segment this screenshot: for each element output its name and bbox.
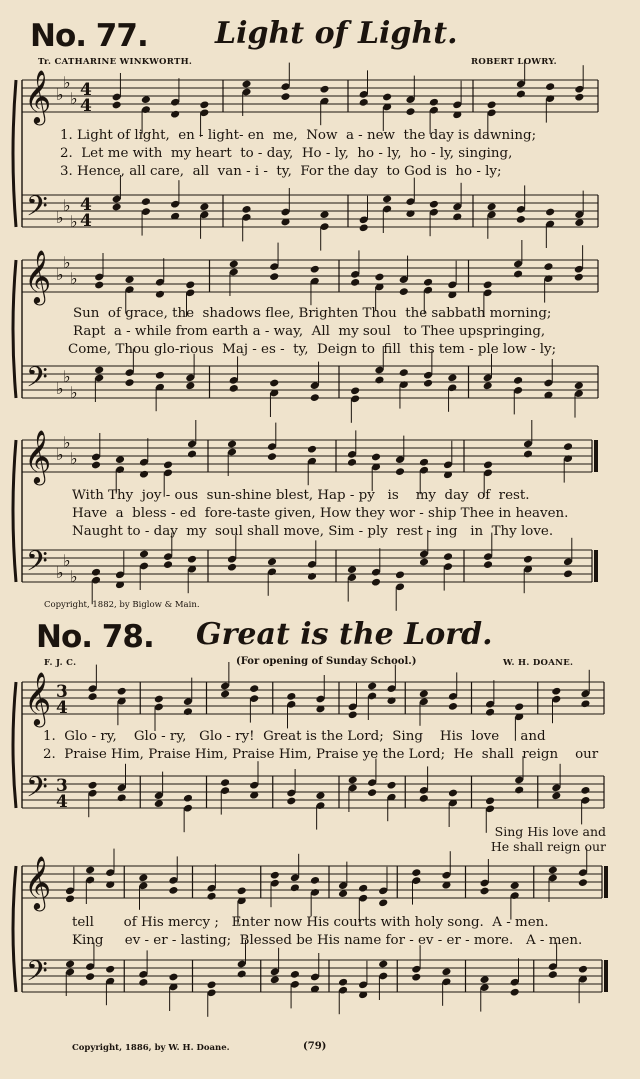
note-head (487, 202, 497, 211)
flat-sign-icon: ♭ (70, 449, 78, 468)
note-head (229, 260, 239, 269)
flat-sign-icon: ♭ (70, 212, 78, 231)
note-head (139, 470, 149, 479)
note-head (382, 93, 392, 102)
note-head (399, 368, 409, 377)
note-head (65, 894, 75, 903)
note-head (220, 778, 230, 787)
note-head (310, 393, 320, 402)
note-head (483, 381, 493, 390)
note-head (229, 384, 239, 393)
note-head (516, 90, 526, 99)
hymn-78-bass-lyric (480, 824, 606, 854)
hymn-77-s2-lyric-2: Rapt a - while from earth a - way, All my soul to Thee upspringing, (73, 324, 546, 339)
note-head (117, 687, 127, 696)
hymn-78-note: (For opening of Sunday School.) (236, 656, 417, 667)
note-head (411, 868, 421, 877)
hymn-78-title: Great is the Lord. (196, 617, 493, 652)
hymn-77-s3-lyric-1: With Thy joy - ous sun-shine blest, Hap - py is my day of rest. (72, 488, 530, 503)
time-signature-top: 4 (80, 195, 92, 215)
note-head (367, 788, 377, 797)
note-head (350, 386, 360, 395)
note-head (286, 797, 296, 806)
brace-icon (13, 260, 16, 398)
hymn-78-author: F. J. C. (44, 658, 77, 668)
note-head (187, 450, 197, 459)
note-head (227, 563, 237, 572)
note-head (163, 460, 173, 469)
note-head (513, 376, 523, 385)
note-head (378, 960, 388, 969)
note-head (199, 202, 209, 211)
note-head (183, 794, 193, 803)
bass-clef-icon: 𝄢 (26, 545, 48, 585)
note-head (374, 376, 384, 385)
note-head (112, 203, 122, 212)
hymn-77-s2-lyric-1: Sun of grace, the shadows flee, Brighten Thou the sabbath morning; (73, 306, 552, 321)
brace-icon (13, 80, 16, 227)
note-head (168, 886, 178, 895)
hymn-77-s1-lyric-2: 2. Let me with my heart to - day, Ho - ly, ho - ly, ho - ly, singing, (60, 146, 513, 161)
note-head (411, 973, 421, 982)
hymn-77-s1-lyric-3: 3. Hence, all care, all van - i - ty, For the day to God is ho - ly; (60, 164, 502, 179)
hymn-77-s3-lyric-2: Have a bless - ed fore-taste given, How they wor - ship Thee in heaven. (72, 506, 569, 521)
note-head (514, 786, 524, 795)
note-head (374, 273, 384, 282)
note-head (310, 265, 320, 274)
flat-sign-icon: ♭ (63, 433, 71, 452)
bass-clef-icon: 𝄢 (26, 955, 48, 995)
note-head (448, 789, 458, 798)
note-head (280, 92, 290, 101)
time-signature-bottom: 4 (80, 211, 92, 231)
note-head (155, 290, 165, 299)
note-head (548, 970, 558, 979)
note-head (241, 80, 251, 89)
note-head (155, 371, 165, 380)
hymn-78-s2-lyric-1: tell of His mercy ; Enter now His courts with holy song. A - men. (72, 915, 549, 930)
note-head (367, 682, 377, 691)
note-head (241, 205, 251, 214)
note-head (543, 262, 553, 271)
note-head (347, 458, 357, 467)
note-head (551, 791, 561, 800)
note-head (441, 967, 451, 976)
hymn-77-s3-lyric-3: Naught to - day my soul shall move, Sim - ply rest - ing in Thy love. (72, 524, 554, 539)
note-head (429, 98, 439, 107)
flat-sign-icon: ♭ (70, 567, 78, 586)
note-head (154, 695, 164, 704)
note-head (348, 710, 358, 719)
hymn-78-composer: W. H. DOANE. (503, 658, 574, 668)
note-head (267, 452, 277, 461)
page-number: (79) (303, 1041, 327, 1052)
note-head (359, 223, 369, 232)
note-head (395, 570, 405, 579)
brace-icon (13, 682, 16, 808)
treble-clef-icon: 𝄞 (24, 855, 52, 909)
note-head (91, 568, 101, 577)
treble-clef-icon: 𝄞 (24, 249, 52, 303)
note-head (91, 461, 101, 470)
hymn-78-number: No. 78. (36, 619, 154, 655)
note-head (350, 278, 360, 287)
note-head (483, 280, 493, 289)
flat-sign-icon: ♭ (63, 73, 71, 92)
hymn-78-s1-lyric-1: 1. Glo - ry, Glo - ry, Glo - ry! Great is the Lord; Sing His love and (43, 729, 546, 744)
note-head (514, 702, 524, 711)
treble-clef-icon: 𝄞 (24, 671, 52, 725)
note-head (563, 442, 573, 451)
note-head (307, 445, 317, 454)
note-head (545, 82, 555, 91)
note-head (105, 965, 115, 974)
brace-icon (13, 866, 16, 992)
note-head (270, 871, 280, 880)
note-head (168, 973, 178, 982)
note-head (237, 970, 247, 979)
note-head (419, 558, 429, 567)
note-head (220, 690, 230, 699)
note-head (563, 569, 573, 578)
time-signature-top: 4 (80, 80, 92, 100)
time-signature-top: 3 (56, 776, 68, 796)
note-head (269, 379, 279, 388)
note-head (94, 366, 104, 375)
flat-sign-icon: ♭ (63, 551, 71, 570)
hymn-77-title: Light of Light. (215, 16, 458, 51)
hymn-77-s2-lyric-3: Come, Thou glo-rious Maj - es - ty, Deign to fill this tem - ple low - ly; (68, 342, 557, 357)
note-head (125, 378, 135, 387)
note-head (358, 884, 368, 893)
note-head (319, 85, 329, 94)
note-head (452, 212, 462, 221)
flat-sign-icon: ♭ (56, 563, 64, 582)
note-head (105, 880, 115, 889)
note-head (310, 876, 320, 885)
time-signature-bottom: 4 (56, 792, 68, 812)
note-head (399, 287, 409, 296)
note-head (207, 892, 217, 901)
note-head (183, 707, 193, 716)
treble-clef-icon: 𝄞 (24, 69, 52, 123)
note-head (187, 555, 197, 564)
note-head (207, 980, 217, 989)
note-head (141, 197, 151, 206)
note-head (419, 689, 429, 698)
hymn-77-translator: Tr. CATHARINE WINKWORTH. (38, 57, 193, 67)
note-head (578, 878, 588, 887)
note-head (580, 699, 590, 708)
note-head (387, 696, 397, 705)
note-head (286, 692, 296, 701)
time-signature-bottom: 4 (56, 698, 68, 718)
flat-sign-icon: ♭ (70, 269, 78, 288)
note-head (523, 555, 533, 564)
note-head (249, 684, 259, 693)
note-head (138, 873, 148, 882)
note-head (429, 200, 439, 209)
flat-sign-icon: ♭ (70, 383, 78, 402)
flat-sign-icon: ♭ (56, 445, 64, 464)
bass-clef-icon: 𝄢 (26, 771, 48, 811)
note-head (199, 100, 209, 109)
note-head (227, 440, 237, 449)
note-head (419, 794, 429, 803)
flat-sign-icon: ♭ (70, 89, 78, 108)
treble-clef-icon: 𝄞 (24, 429, 52, 483)
note-head (485, 796, 495, 805)
flat-sign-icon: ♭ (63, 196, 71, 215)
note-head (516, 215, 526, 224)
note-head (85, 866, 95, 875)
note-head (447, 373, 457, 382)
note-head (574, 93, 584, 102)
hymn-77-composer: ROBERT LOWRY. (471, 57, 557, 67)
note-head (485, 708, 495, 717)
note-head (405, 209, 415, 218)
note-head (483, 560, 493, 569)
note-head (163, 560, 173, 569)
note-head (348, 776, 358, 785)
flat-sign-icon: ♭ (56, 379, 64, 398)
note-head (85, 972, 95, 981)
hymn-77-copyright: Copyright, 1882, by Biglow & Main. (44, 600, 200, 610)
flat-sign-icon: ♭ (56, 265, 64, 284)
note-head (117, 793, 127, 802)
bass-clef-icon: 𝄢 (26, 190, 48, 230)
note-head (405, 107, 415, 116)
note-head (138, 978, 148, 987)
note-head (88, 781, 98, 790)
note-head (523, 450, 533, 459)
note-head (510, 988, 520, 997)
note-head (378, 898, 388, 907)
note-head (545, 208, 555, 217)
note-head (267, 557, 277, 566)
note-head (170, 110, 180, 119)
time-signature-top: 3 (56, 682, 68, 702)
note-head (290, 970, 300, 979)
brace-icon (13, 440, 16, 582)
note-head (551, 687, 561, 696)
note-head (88, 692, 98, 701)
note-head (371, 453, 381, 462)
note-head (480, 887, 490, 896)
note-head (382, 195, 392, 204)
note-head (513, 270, 523, 279)
note-head (139, 550, 149, 559)
time-signature-bottom: 4 (80, 96, 92, 116)
note-head (237, 886, 247, 895)
note-head (338, 978, 348, 987)
note-head (359, 98, 369, 107)
note-head (270, 975, 280, 984)
note-head (578, 965, 588, 974)
hymn-78-s1-lyric-2: 2. Praise Him, Praise Him, Praise Him, Praise ye the Lord; He shall reign our (43, 747, 599, 762)
note-head (548, 866, 558, 875)
note-head (290, 883, 300, 892)
note-head (307, 572, 317, 581)
note-head (574, 273, 584, 282)
note-head (269, 272, 279, 281)
flat-sign-icon: ♭ (63, 253, 71, 272)
note-head (443, 552, 453, 561)
flat-sign-icon: ♭ (56, 208, 64, 227)
note-head (387, 781, 397, 790)
hymn-78-copyright: Copyright, 1886, by W. H. Doane. (72, 1043, 230, 1053)
flat-sign-icon: ♭ (56, 85, 64, 104)
hymn-77-number: No. 77. (30, 18, 148, 54)
hymn-78-bass-lyric-1: Sing His love and (494, 824, 606, 839)
note-head (185, 280, 195, 289)
note-head (423, 278, 433, 287)
bass-clef-icon: 𝄢 (26, 361, 48, 401)
note-head (483, 460, 493, 469)
hymn-78-s2-lyric-2: King ev - er - lasting; Blessed be His name for - ev - er - more. A - men. (72, 933, 583, 948)
flat-sign-icon: ♭ (63, 367, 71, 386)
note-head (371, 578, 381, 587)
note-head (580, 786, 590, 795)
note-head (94, 281, 104, 290)
hymn-77-s1-lyric-1: 1. Light of light, en - light- en me, Now a - new the day is dawning; (60, 128, 537, 143)
note-head (423, 379, 433, 388)
note-head (395, 467, 405, 476)
hymn-78-bass-lyric-2: He shall reign our (490, 839, 606, 854)
note-head (65, 960, 75, 969)
note-head (487, 100, 497, 109)
note-head (419, 458, 429, 467)
note-head (112, 101, 122, 110)
note-head (448, 702, 458, 711)
note-head (185, 381, 195, 390)
